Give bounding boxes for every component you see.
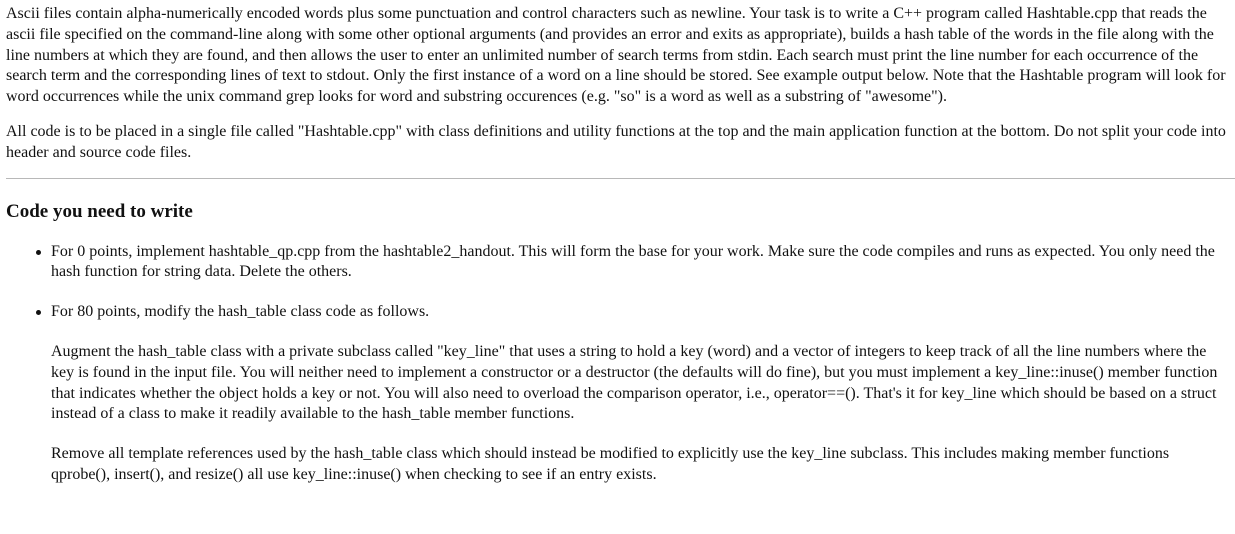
bullet-icon	[36, 310, 41, 315]
bullet-icon	[36, 250, 41, 255]
section-divider	[6, 178, 1235, 179]
intro-paragraph: Ascii files contain alpha-numerically encoded words plus some punctuation and control characters such as newline. Your task is to write a C++ program called Hashtable.cpp that reads the ascii file specified on the command-line along with some other optional arguments (and provides an error and exits as appropriate), builds a hash table of the words in the file along with the line numbers at which they are found, and then allows the user to enter an unlimited number of search terms from stdin. Each search must print the line number for each occurrence of the search term and the corresponding lines of text to stdout. Only the first instance of a word on a line should be stored. See example output below. Note that the Hashtable program will look for word occurrences while the unix command grep looks for word and substring occurences (e.g. "so" is a word as well as a substring of "awesome").	[6, 5, 1226, 106]
code-organization-paragraph: All code is to be placed in a single file called "Hashtable.cpp" with class definitions and utility functions at the top and the main application function at the bottom. Do not split your code into header and source code files.	[6, 122, 1226, 161]
list-item	[51, 302, 1229, 486]
list-item	[51, 242, 1229, 284]
key-line-paragraph: Augment the hash_table class with a private subclass called "key_line" that uses a string to hold a key (word) and a vector of integers to keep track of all the line numbers where the key is found in the input file. You will neither need to implement a constructor or a destructor (the defaults will do fine), but you must implement a key_line::inuse() member function that indicates whether the object holds a key or not. You will also need to overload the comparison operator, i.e., operator==(). That's it for key_line which should be based on a struct instead of a class to make it readily available to the hash_table member functions.	[51, 342, 1218, 423]
section-heading: Code you need to write	[6, 200, 193, 222]
template-removal-paragraph: Remove all template references used by the hash_table class which should instead be modified to explicitly use the key_line subclass. This includes making member functions qprobe(), insert(), and resize() all use key_line::inuse() when checking to see if an entry exists.	[51, 445, 1170, 483]
requirements-list	[6, 242, 1229, 486]
list-item-text: For 0 points, implement hashtable_qp.cpp from the hashtable2_handout. This will form the base for your work. Make sure the code compiles and runs as expected. You only need the hash function for string data. Delete the others.	[51, 242, 1215, 281]
list-item-text: For 80 points, modify the hash_table class code as follows.	[51, 303, 430, 321]
